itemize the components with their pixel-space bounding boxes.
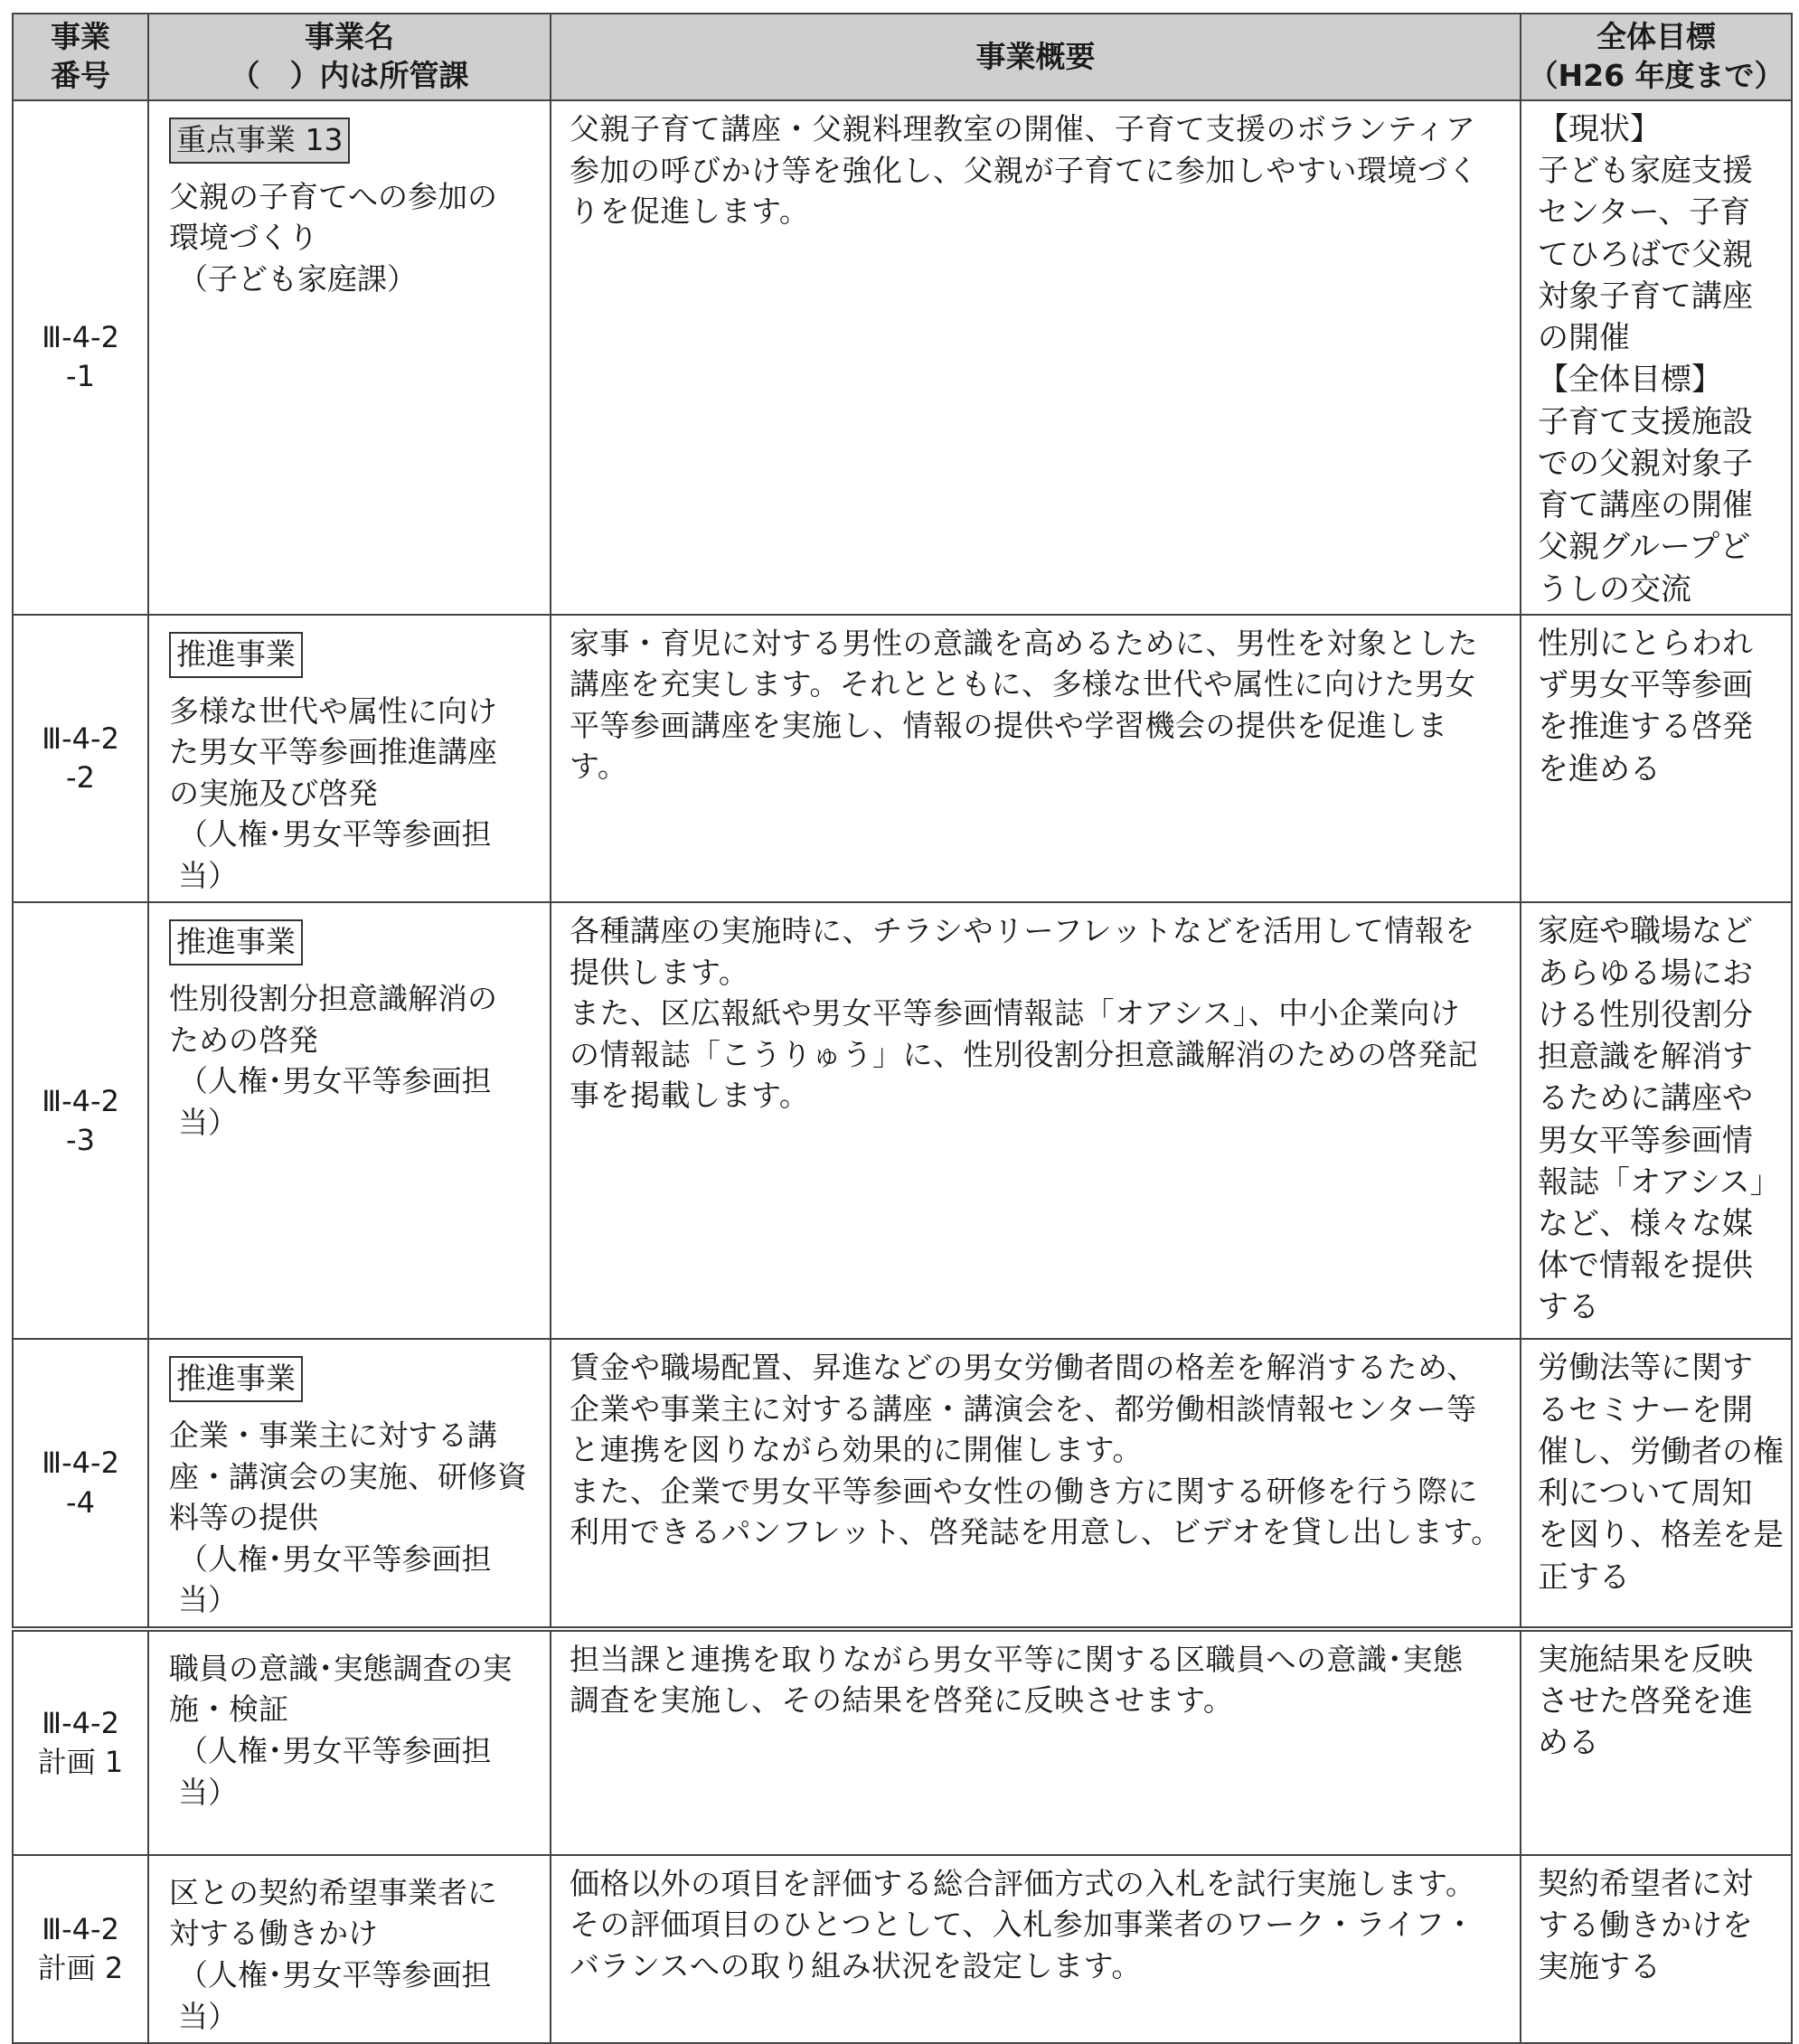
goal-line: での父親対象子: [1538, 445, 1753, 482]
goal-line: 【現状】: [1538, 111, 1661, 147]
project-name-cell: [148, 1339, 551, 1629]
goal-line: 担意識を解消す: [1538, 1039, 1753, 1076]
project-type-badge: 推進事業: [169, 919, 303, 965]
goal-line: ける性別役割分: [1538, 996, 1753, 1033]
project-summary-cell: [551, 1629, 1521, 1855]
project-name-line: 多様な世代や属性に向け: [169, 692, 497, 729]
project-name-cell: [148, 1855, 551, 2043]
header-goal-line: （H26 年度まで）: [1528, 58, 1785, 93]
summary-line: 父親子育て講座・父親料理教室の開催、子育て支援のボランティア: [570, 111, 1476, 146]
project-name-line: た男女平等参画推進講座: [169, 734, 497, 770]
project-summary-cell: [551, 1855, 1521, 2043]
summary-line: 賃金や職場配置、昇進などの男女労働者間の格差を解消するため、: [570, 1350, 1477, 1386]
project-name-line: 料等の提供: [169, 1500, 318, 1536]
goal-line: 性別にとらわれ: [1538, 625, 1753, 662]
goal-line: する働きかけを: [1538, 1907, 1753, 1945]
header-row: [13, 14, 1792, 100]
row-number-line: -4: [66, 1484, 95, 1520]
goal-line: 実施結果を反映: [1538, 1641, 1753, 1678]
goal-line: 父親グループど: [1538, 529, 1751, 566]
summary-line: す。: [570, 749, 628, 785]
project-type-badge: 重点事業 13: [169, 118, 350, 164]
goal-line: 正する: [1538, 1559, 1630, 1596]
table-row: [13, 100, 1792, 615]
goal-line: 男女平等参画情: [1538, 1122, 1753, 1159]
row-number-line: -3: [66, 1122, 95, 1157]
overall-goal-cell: [1521, 1855, 1792, 2043]
goal-line: を推進する啓発: [1538, 709, 1753, 746]
goal-line: てひろばで父親: [1538, 236, 1753, 273]
summary-line: 企業や事業主に対する講座・講演会を、都労働相談情報センター等: [570, 1390, 1477, 1427]
row-number-line: Ⅲ-4-2: [42, 1705, 119, 1740]
header-name: [148, 14, 551, 100]
goal-line: を進める: [1538, 750, 1661, 787]
row-number-line: 計画 1: [37, 1744, 124, 1779]
summary-line: 調査を実施し、その結果を啓発に反映させます。: [570, 1682, 1234, 1719]
overall-goal-cell: [1521, 1339, 1792, 1629]
row-number-line: Ⅲ-4-2: [42, 320, 119, 355]
goal-line: うしの交流: [1538, 570, 1691, 608]
project-name-line: 座・講演会の実施、研修資: [169, 1458, 527, 1494]
goal-line: など、様々な媒: [1538, 1206, 1753, 1242]
summary-line: 講座を充実します。それとともに、多様な世代や属性に向けた男女: [570, 666, 1476, 702]
goal-line: 報誌「オアシス」: [1538, 1163, 1781, 1201]
summary-line: 家事・育児に対する男性の意識を高めるために、男性を対象とした: [570, 625, 1478, 661]
project-name-line: 職員の意識･実態調査の実: [169, 1650, 513, 1686]
overall-goal-cell: [1521, 615, 1792, 903]
header-goal: [1521, 14, 1792, 100]
summary-line: と連携を図りながら効果的に開催します。: [570, 1432, 1143, 1468]
row-number: [13, 1629, 148, 1855]
overall-goal-cell: [1521, 100, 1792, 615]
overall-goal-cell: [1521, 902, 1792, 1339]
goal-line: の開催: [1538, 320, 1630, 357]
project-type-badge: 推進事業: [169, 1356, 303, 1402]
row-number-line: Ⅲ-4-2: [42, 1083, 119, 1118]
goal-line: 育て講座の開催: [1538, 487, 1753, 524]
row-number-line: -1: [66, 359, 95, 394]
row-number-line: Ⅲ-4-2: [42, 721, 119, 756]
goal-line: あらゆる場にお: [1538, 955, 1753, 992]
goal-line: るために講座や: [1538, 1080, 1753, 1117]
header-summary: 事業概要: [551, 14, 1521, 100]
department-label: （人権･男女平等参画担当）: [178, 1732, 492, 1810]
goal-line: るセミナーを開: [1538, 1391, 1753, 1428]
row-number-line: -2: [66, 760, 95, 796]
project-name-line: 父親の子育てへの参加の: [169, 178, 497, 214]
table-row: [13, 1855, 1792, 2043]
project-name-line: 対する働きかけ: [169, 1916, 378, 1952]
goal-line: める: [1538, 1725, 1599, 1762]
project-name-cell: [148, 902, 551, 1339]
table-row: [13, 1339, 1792, 1629]
summary-line: バランスへの取り組み状況を設定します。: [570, 1947, 1142, 1983]
department-label: （人権･男女平等参画担当）: [178, 1956, 492, 2034]
header-no-line: 事業: [51, 19, 110, 55]
summary-line: また、区広報紙や男女平等参画情報誌「オアシス」、中小企業向け: [570, 995, 1461, 1031]
summary-line: 利用できるパンフレット、啓発誌を用意し、ビデオを貸し出します。: [570, 1514, 1502, 1550]
summary-line: 平等参画講座を実施し、情報の提供や学習機会の提供を促進しま: [570, 707, 1448, 743]
summary-line: 参加の呼びかけ等を強化し、父親が子育てに参加しやすい環境づく: [570, 152, 1478, 188]
row-number-line: Ⅲ-4-2: [42, 1446, 119, 1481]
project-name-line: 区との契約希望事業者に: [169, 1874, 497, 1910]
project-summary-cell: [551, 1339, 1521, 1629]
project-name-cell: [148, 100, 551, 615]
summary-line: 提供します。: [570, 954, 749, 990]
project-summary-cell: [551, 100, 1521, 615]
summary-line: 担当課と連携を取りながら男女平等に関する区職員への意識･実態: [570, 1641, 1464, 1677]
goal-line: センター、子育: [1538, 194, 1751, 231]
project-summary-cell: [551, 902, 1521, 1339]
goal-line: を図り、格差を是: [1538, 1517, 1784, 1554]
summary-line: 各種講座の実施時に、チラシやリーフレットなどを活用して情報を: [570, 913, 1475, 949]
department-label: （人権･男女平等参画担当）: [178, 1540, 492, 1618]
header-name-line: 事業名: [305, 19, 394, 55]
project-name-line: 環境づくり: [169, 220, 318, 256]
goal-line: 催し、労働者の権: [1538, 1433, 1784, 1470]
department-label: （人権･男女平等参画担当）: [178, 816, 492, 893]
goal-line: 子ども家庭支援: [1538, 153, 1753, 190]
project-name-line: 企業・事業主に対する講: [169, 1418, 497, 1454]
goal-line: 家庭や職場など: [1538, 913, 1753, 950]
summary-line: りを促進します。: [570, 193, 810, 230]
project-name-cell: [148, 615, 551, 903]
header-no: [13, 14, 148, 100]
project-summary-cell: [551, 615, 1521, 903]
row-number: [13, 615, 148, 903]
row-number: [13, 1855, 148, 2043]
header-name-line: （ ）内は所管課: [230, 58, 469, 93]
goal-line: 利について周知: [1538, 1475, 1753, 1512]
project-name-cell: [148, 1629, 551, 1855]
summary-line: また、企業で男女平等参画や女性の働き方に関する研修を行う際に: [570, 1473, 1478, 1509]
row-number: [13, 902, 148, 1339]
overall-goal-cell: [1521, 1629, 1792, 1855]
goal-line: 【全体目標】: [1538, 362, 1722, 399]
project-name-line: 性別役割分担意識解消の: [169, 981, 497, 1017]
header-goal-line: 全体目標: [1596, 19, 1716, 55]
goal-line: 実施する: [1538, 1949, 1661, 1986]
project-name-line: の実施及び啓発: [169, 775, 378, 811]
row-number: [13, 1339, 148, 1629]
summary-line: 価格以外の項目を評価する総合評価方式の入札を試行実施します。: [570, 1865, 1476, 1901]
row-number-line: Ⅲ-4-2: [42, 1911, 119, 1946]
department-label: （子ども家庭課）: [178, 260, 417, 297]
goal-line: 体で情報を提供: [1538, 1248, 1753, 1285]
table-row: [13, 1629, 1792, 1855]
goal-line: ず男女平等参画: [1538, 667, 1753, 704]
row-number: [13, 100, 148, 615]
summary-line: その評価項目のひとつとして、入札参加事業者のワーク・ライフ・: [570, 1907, 1475, 1943]
table-row: [13, 615, 1792, 903]
goal-line: 契約希望者に対: [1538, 1865, 1753, 1902]
project-name-line: 施・検証: [169, 1691, 288, 1728]
project-type-badge: 推進事業: [169, 632, 303, 678]
table-row: [13, 902, 1792, 1339]
summary-line: の情報誌「こうりゅう」に、性別役割分担意識解消のための啓発記: [570, 1036, 1478, 1072]
goal-line: させた啓発を進: [1538, 1683, 1753, 1720]
header-no-line: 番号: [51, 58, 110, 93]
row-number-line: 計画 2: [37, 1950, 124, 1985]
department-label: （人権･男女平等参画担当）: [178, 1063, 492, 1140]
goal-line: 労働法等に関す: [1538, 1350, 1753, 1387]
goal-line: する: [1538, 1289, 1599, 1326]
goal-line: 子育て支援施設: [1538, 403, 1753, 440]
goal-line: 対象子育て講座: [1538, 278, 1753, 315]
plan-table: [12, 13, 1793, 2044]
project-name-line: ための啓発: [169, 1022, 318, 1058]
summary-line: 事を掲載します。: [570, 1078, 810, 1114]
